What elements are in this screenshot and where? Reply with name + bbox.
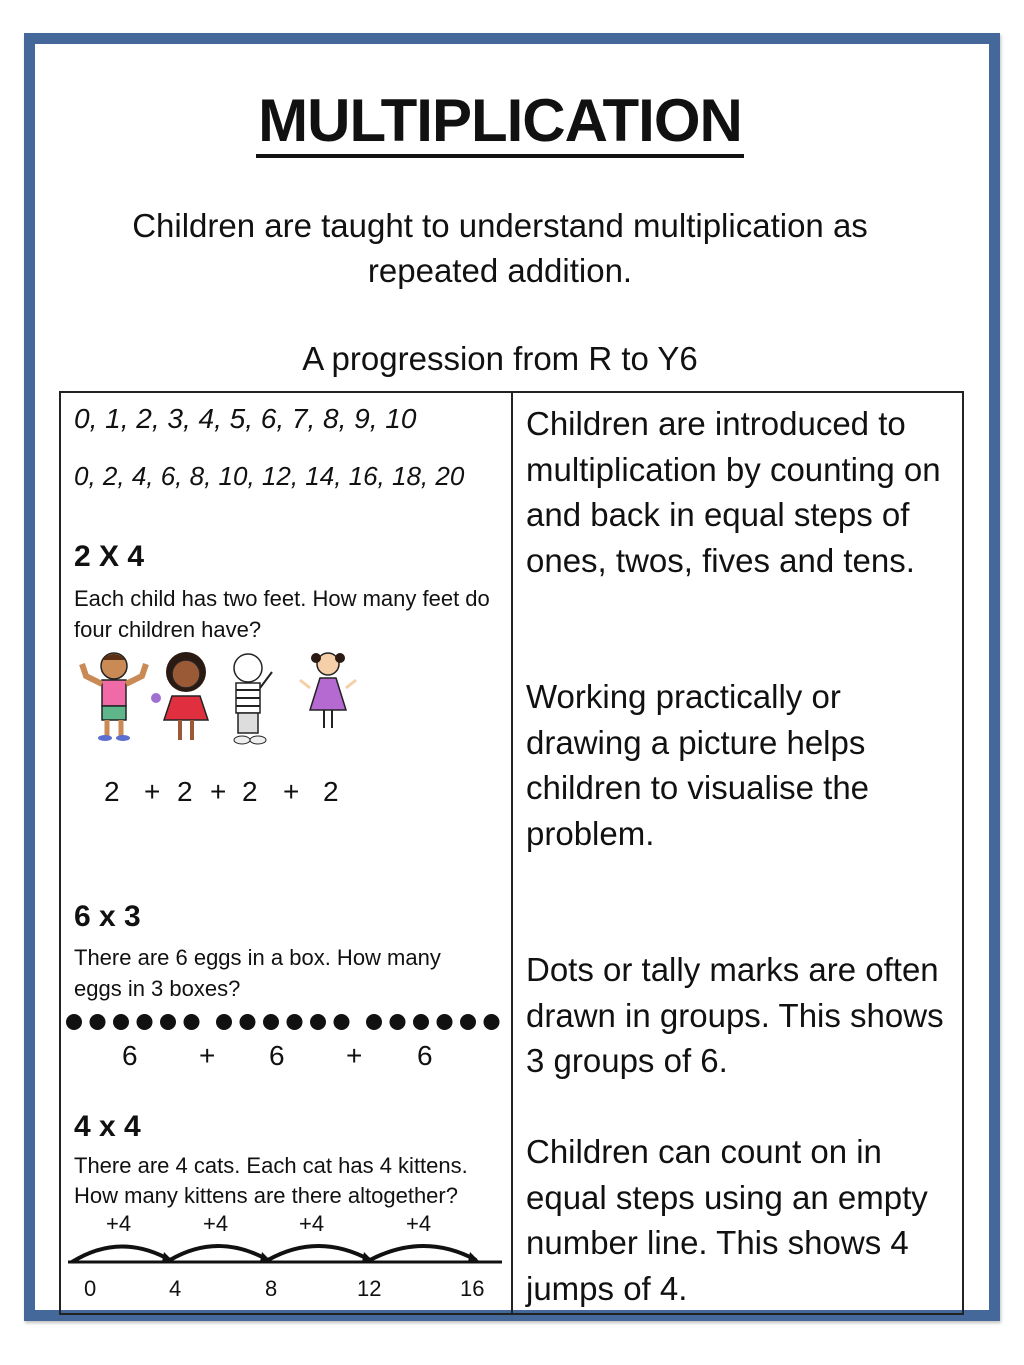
egg-dot <box>437 1014 453 1030</box>
egg-dot <box>287 1014 303 1030</box>
egg-dot <box>366 1014 382 1030</box>
sequence-twos: 0, 2, 4, 6, 8, 10, 12, 14, 16, 18, 20 <box>74 461 465 491</box>
jump-label: +4 <box>203 1211 229 1236</box>
egg-dot <box>413 1014 429 1030</box>
number-line-tick: 8 <box>265 1276 278 1301</box>
right-para-practical: Working practically or drawing a picture helps children to visualise the problem. <box>526 678 870 852</box>
example1-sum-term: + <box>144 776 161 807</box>
example1-sum-term: 2 <box>242 776 258 807</box>
egg-dot <box>240 1014 256 1030</box>
egg-dot <box>184 1014 200 1030</box>
progression-text: A progression from R to Y6 <box>302 340 698 377</box>
example2-sum-term: + <box>199 1040 216 1071</box>
egg-dot <box>90 1014 106 1030</box>
example1-sum-term: + <box>210 776 227 807</box>
column-divider <box>511 391 513 1315</box>
example2-sum-term: 6 <box>122 1040 138 1071</box>
egg-dots <box>66 1010 502 1034</box>
jump-label: +4 <box>406 1211 432 1236</box>
jump-label: +4 <box>299 1211 325 1236</box>
egg-dot <box>484 1014 500 1030</box>
number-line-tick: 4 <box>169 1276 182 1301</box>
number-line-tick: 12 <box>357 1276 382 1301</box>
example1-sum-term: + <box>283 776 300 807</box>
jump-arc <box>268 1246 370 1260</box>
example3-question: There are 4 cats. Each cat has 4 kittens. How many kittens are there altogether? <box>74 1153 468 1208</box>
right-para-dots: Dots or tally marks are often drawn in groups. This shows 3 groups of 6. <box>526 951 944 1079</box>
intro-text: Children are taught to understand multiplication as repeated addition. <box>132 207 868 289</box>
right-para-counting: Children are introduced to multiplication by counting on and back in equal steps of ones, twos, fives and tens. <box>526 405 941 579</box>
children-illustration <box>76 648 366 753</box>
example2-sum-term: + <box>346 1040 363 1071</box>
egg-dot <box>160 1014 176 1030</box>
egg-dot <box>113 1014 129 1030</box>
child-boy-icon <box>82 653 146 741</box>
egg-dot <box>460 1014 476 1030</box>
example1-sum-term: 2 <box>177 776 193 807</box>
egg-dot <box>310 1014 326 1030</box>
egg-dot <box>334 1014 350 1030</box>
example1-sum-term: 2 <box>104 776 120 807</box>
egg-dot <box>390 1014 406 1030</box>
example1-equation: 2 X 4 <box>74 540 145 573</box>
egg-dot <box>66 1014 82 1030</box>
egg-dot <box>263 1014 279 1030</box>
example2-sum-term: 6 <box>269 1040 285 1071</box>
child-purple-dress-icon <box>300 653 356 728</box>
jump-arrowhead <box>468 1252 480 1262</box>
jump-arc <box>72 1246 170 1262</box>
right-para-number-line: Children can count on in equal steps using an empty number line. This shows 4 jumps of 4. <box>526 1133 928 1307</box>
jump-arc <box>170 1246 268 1260</box>
example1-sum-term: 2 <box>323 776 339 807</box>
page-title: MULTIPLICATION <box>0 86 1000 155</box>
example1-question: Each child has two feet. How many feet do four children have? <box>74 586 490 642</box>
jump-arc <box>370 1246 476 1260</box>
child-girl-icon <box>151 652 208 740</box>
jump-label: +4 <box>106 1211 132 1236</box>
number-line-tick: 0 <box>84 1276 97 1301</box>
example2-sum-term: 6 <box>417 1040 433 1071</box>
example2-question: There are 6 eggs in a box. How many eggs in 3 boxes? <box>74 945 441 1001</box>
egg-dot <box>216 1014 232 1030</box>
number-line-tick: 16 <box>460 1276 485 1301</box>
sequence-ones: 0, 1, 2, 3, 4, 5, 6, 7, 8, 9, 10 <box>74 403 417 434</box>
egg-dot <box>137 1014 153 1030</box>
child-striped-icon <box>234 654 272 744</box>
number-line <box>66 1236 506 1272</box>
example3-equation: 4 x 4 <box>74 1110 141 1143</box>
example2-equation: 6 x 3 <box>74 900 141 933</box>
